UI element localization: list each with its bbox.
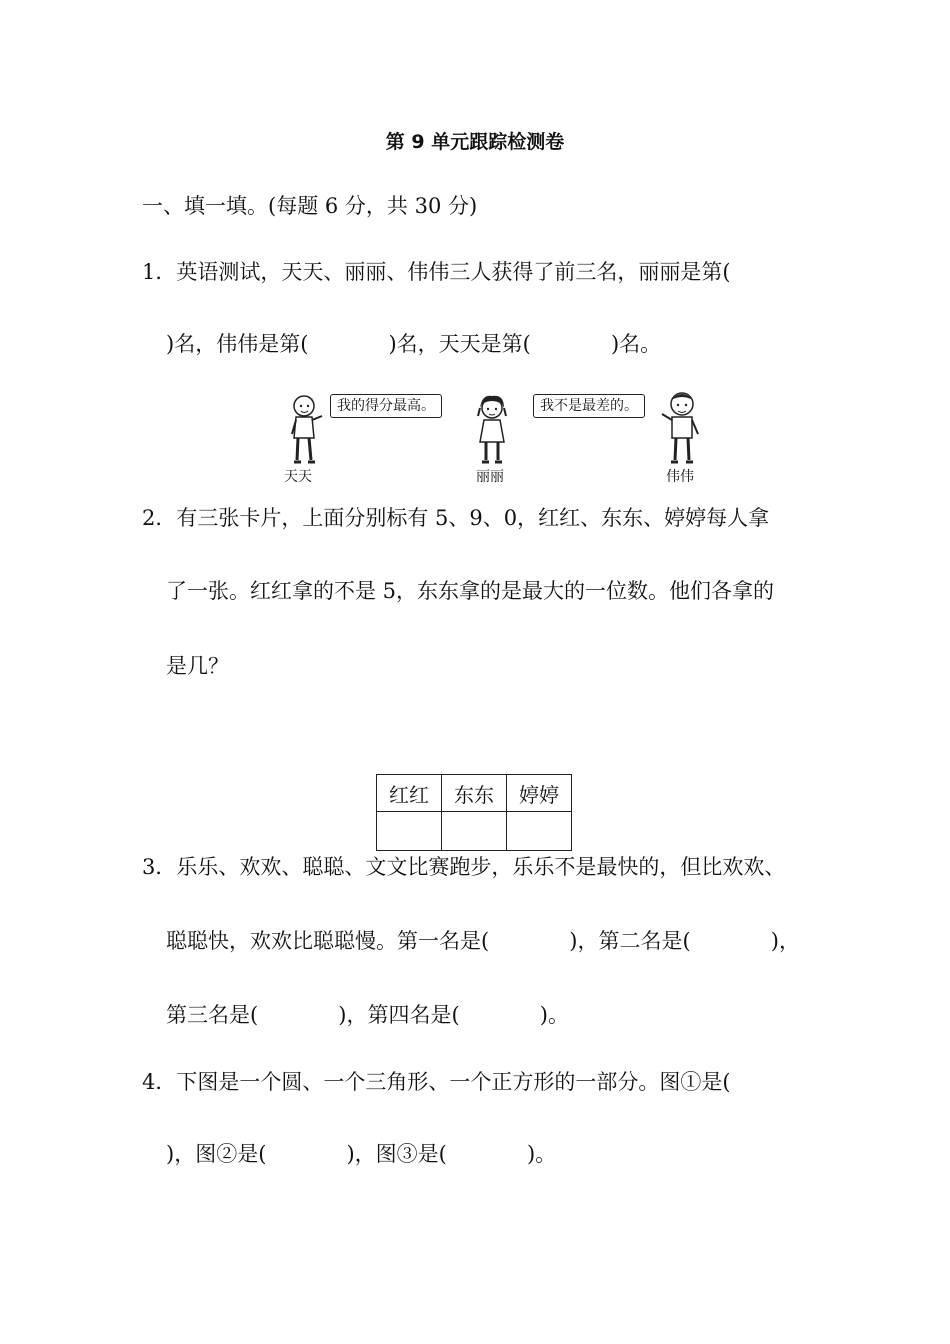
table-header-honghong: 红红 — [377, 775, 442, 812]
q3-line2: 聪聪快，欢欢比聪聪慢。第一名是( )，第二名是( )， — [166, 929, 800, 953]
q1-line1: 1．英语测试，天天、丽丽、伟伟三人获得了前三名，丽丽是第( — [142, 260, 731, 284]
card-answer-table — [376, 774, 572, 851]
name-lili: 丽丽 — [476, 469, 504, 485]
answer-cell-honghong[interactable] — [377, 812, 442, 851]
table-header-tingting: 婷婷 — [507, 775, 572, 812]
q2-line1: 2．有三张卡片，上面分别标有 5、9、0，红红、东东、婷婷每人拿 — [142, 506, 770, 530]
boy-weiwei-figure — [656, 388, 704, 468]
name-tiantian: 天天 — [284, 469, 312, 485]
name-weiwei: 伟伟 — [666, 469, 694, 485]
section-heading: 一、填一填。(每题 6 分，共 30 分) — [142, 194, 478, 218]
q2-line3: 是几？ — [166, 654, 229, 678]
boy-tiantian-figure — [284, 390, 332, 468]
q2-line2: 了一张。红红拿的不是 5，东东拿的是最大的一位数。他们各拿的 — [166, 579, 775, 603]
speech-bubble-right: 我不是最差的。 — [533, 394, 645, 418]
girl-lili-figure — [472, 392, 512, 468]
page-title: 第 9 单元跟踪检测卷 — [385, 131, 565, 153]
q4-line1: 4．下图是一个圆、一个三角形、一个正方形的一部分。图①是( — [142, 1070, 731, 1094]
q4-line2: )，图②是( )，图③是( )。 — [166, 1142, 557, 1166]
q3-line1: 3．乐乐、欢欢、聪聪、文文比赛跑步，乐乐不是最快的，但比欢欢、 — [142, 855, 786, 879]
q1-line2: )名，伟伟是第( )名，天天是第( )名。 — [166, 332, 662, 356]
q3-line3: 第三名是( )，第四名是( )。 — [166, 1003, 569, 1027]
answer-cell-tingting[interactable] — [507, 812, 572, 851]
table-header-dongdong: 东东 — [442, 775, 507, 812]
speech-bubble-left: 我的得分最高。 — [330, 394, 442, 418]
answer-cell-dongdong[interactable] — [442, 812, 507, 851]
